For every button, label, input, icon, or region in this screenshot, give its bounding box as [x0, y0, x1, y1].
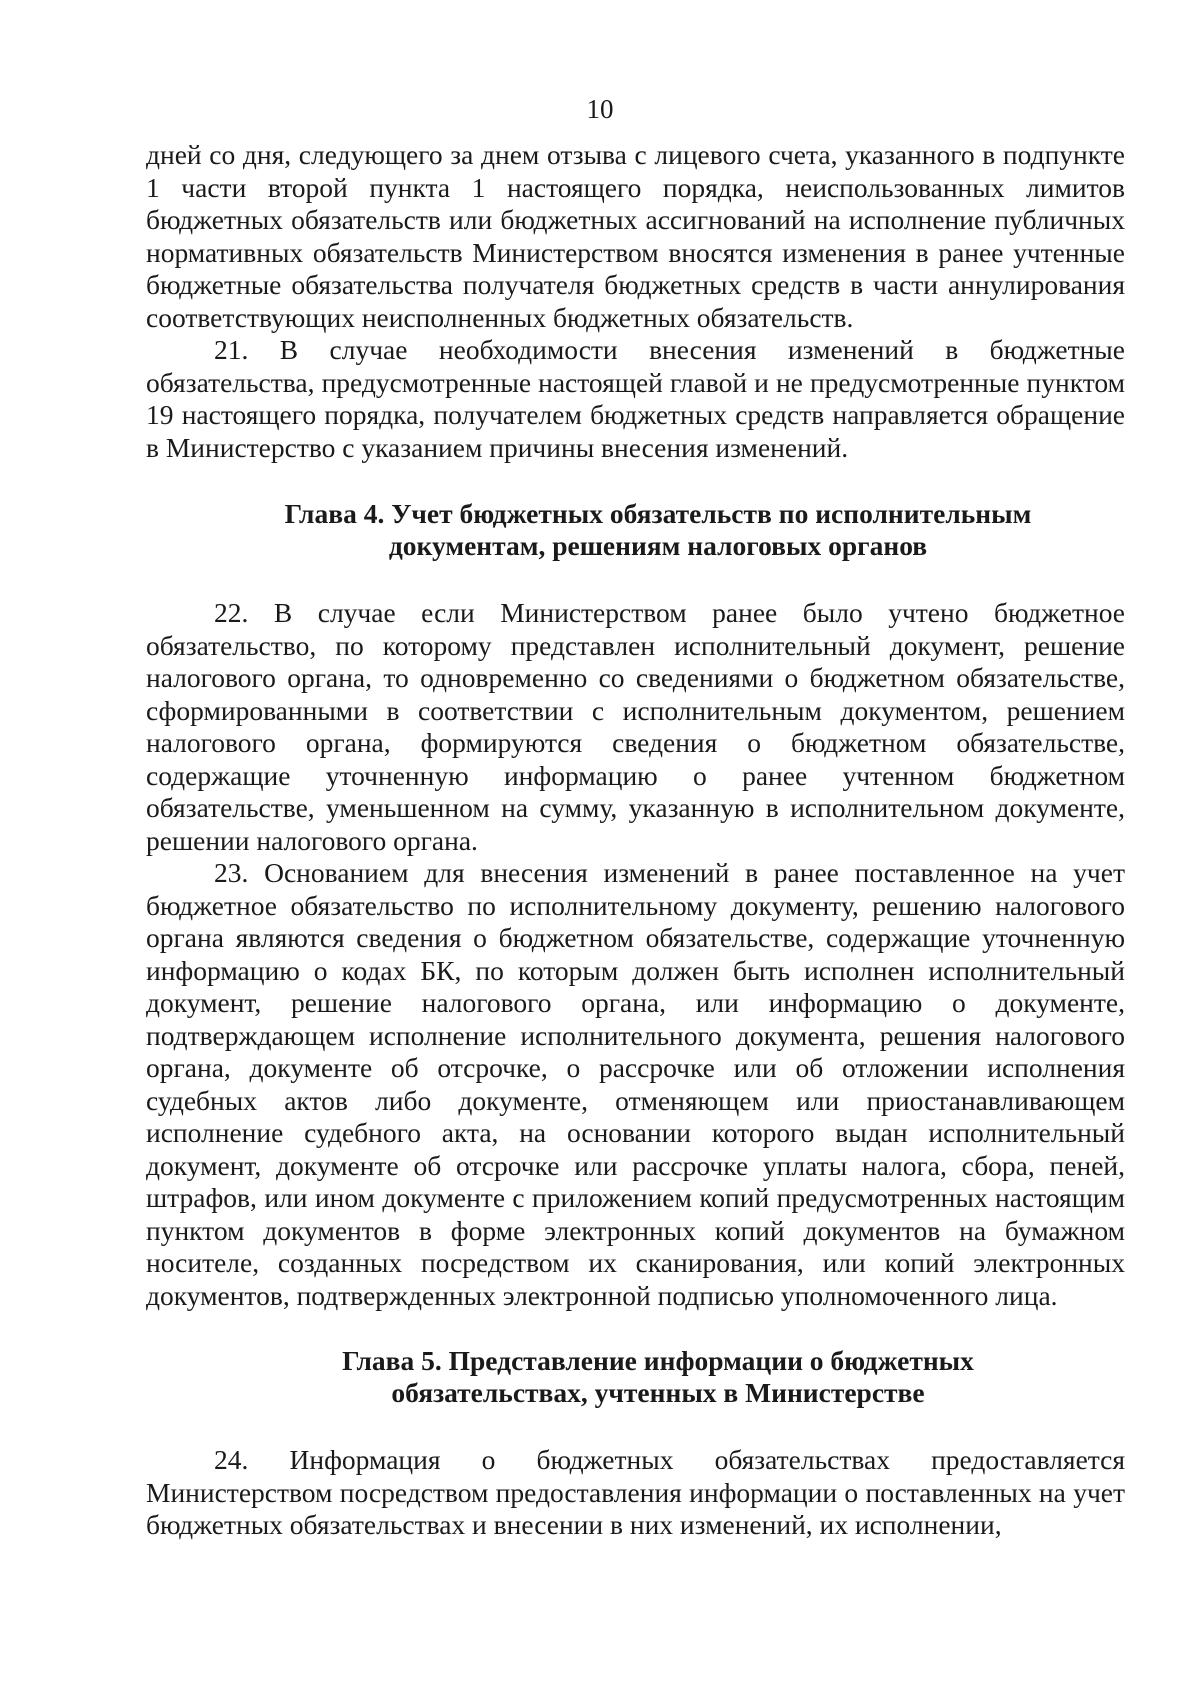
- page-number: 10: [586, 94, 614, 124]
- chapter-5-title-line-1: Глава 5. Представление информации о бюджетных: [342, 1345, 974, 1376]
- chapter-5-title-line-2: обязательствах, учтенных в Министерстве: [391, 1377, 925, 1408]
- paragraph-24: 24. Информация о бюджетных обязательствах предоставляется Министерством посредством предоставления информации о поставленных на учет бюджетных обязательствах и внесении в них изменений, их исполнении,: [146, 1444, 1125, 1540]
- document-body: [146, 139, 1125, 1542]
- paragraph-22: 22. В случае если Министерством ранее было учтено бюджетное обязательство, по которому представлен исполнительный документ, решение налогового органа, то одновременно со сведениями о бюджетном обязательстве, сформированными в соответствии с исполнительным документом, решением налогового органа, формируются сведения о бюджетном обязательстве, содержащие уточненную информацию о ранее учтенном бюджетном обязательстве, уменьшенном на сумму, указанную в исполнительном документе, решении налогового органа.: [146, 597, 1125, 856]
- paragraph-23: 23. Основанием для внесения изменений в ранее поставленное на учет бюджетное обязательство по исполнительному документу, решению налогового органа являются сведения о бюджетном обязательстве, содержащие уточненную информацию о кодах БК, по которым должен быть исполнен исполнительный документ, решение налогового органа, или информацию о документе, подтверждающем исполнение исполнительного документа, решения налогового органа, документе об отсрочке, о рассрочке или об отложении исполнения судебных актов либо документе, отменяющем или приостанавливающем исполнение судебного акта, на основании которого выдан исполнительный документ, документе об отсрочке или рассрочке уплаты налога, сбора, пеней, штрафов, или ином документе с приложением копий предусмотренных настоящим пунктом документов в форме электронных копий документов на бумажном носителе, созданных посредством их сканирования, или копий электронных документов, подтвержденных электронной подписью уполномоченного лица.: [146, 857, 1125, 1311]
- chapter-4-title-line-1: Глава 4. Учет бюджетных обязательств по исполнительным: [284, 498, 1032, 529]
- paragraph-continuation: дней со дня, следующего за днем отзыва с лицевого счета, указанного в подпункте 1 части второй пункта 1 настоящего порядка, неиспользованных лимитов бюджетных обязательств или бюджетных ассигнований на исполнение публичных нормативных обязательств Министерством вносятся изменения в ранее учтенные бюджетные обязательства получателя бюджетных средств в части аннулирования соответствующих неисполненных бюджетных обязательств.: [146, 139, 1125, 333]
- chapter-4-heading: [146, 498, 1125, 562]
- paragraph-21: 21. В случае необходимости внесения изменений в бюджетные обязательства, предусмотренные настоящей главой и не предусмотренные пунктом 19 настоящего порядка, получателем бюджетных средств направляется обращение в Министерство с указанием причины внесения изменений.: [146, 334, 1125, 463]
- chapter-4-title-line-2: документам, решениям налоговых органов: [388, 530, 928, 561]
- chapter-5-heading: [146, 1345, 1125, 1409]
